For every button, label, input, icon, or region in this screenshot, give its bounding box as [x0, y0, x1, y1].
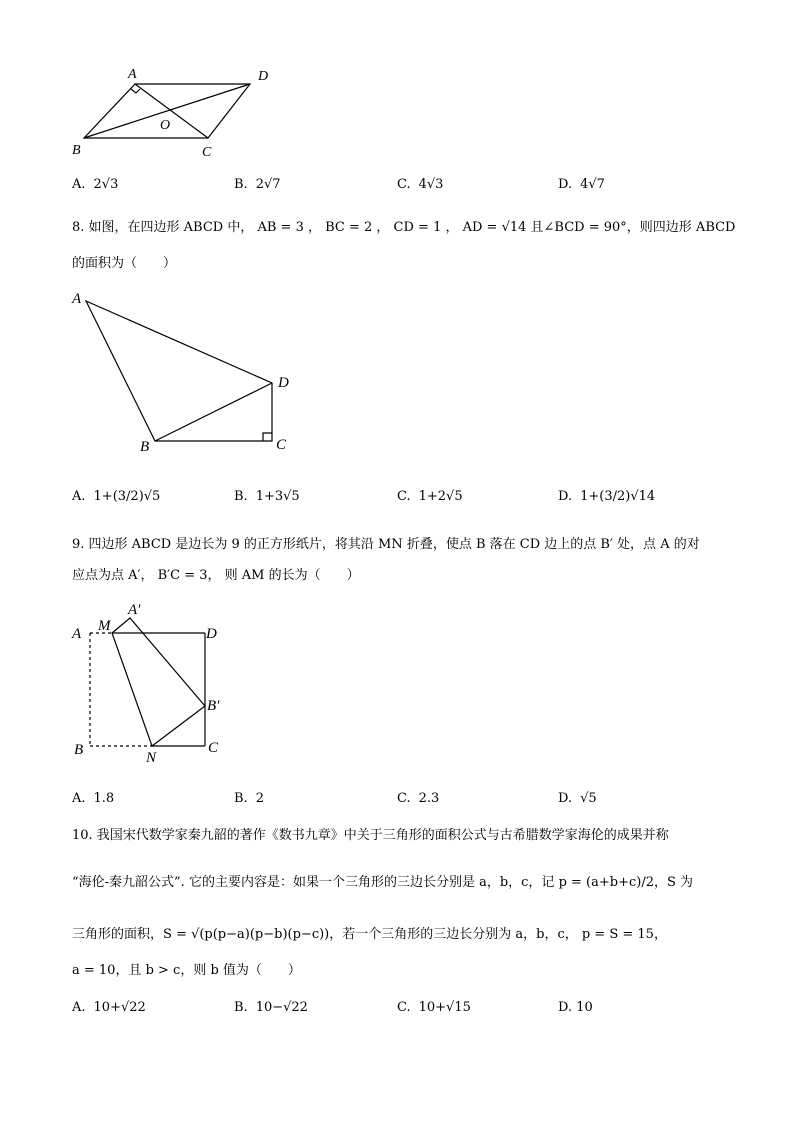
- q9-label-n: N: [146, 750, 157, 766]
- q9-label-d: D: [206, 626, 217, 642]
- q10-question-line2: “海伦-秦九韶公式”. 它的主要内容是：如果一个三角形的三边长分别是 a，b，c，记 p = (a+b+c)/2，S 为: [72, 875, 694, 890]
- q9-label-a: A: [72, 626, 82, 642]
- q9-label-b-prime: B′: [207, 698, 220, 714]
- q7-option-d[interactable]: [558, 176, 605, 194]
- q8-label-c: C: [276, 437, 287, 453]
- q9-option-b[interactable]: [234, 790, 264, 808]
- option-letter: C.: [397, 489, 411, 504]
- q10-option-b[interactable]: [234, 999, 308, 1017]
- q9-label-a-prime: A′: [128, 602, 141, 618]
- q8-question-line1: 8. 如图，在四边形 ABCD 中， AB = 3 ， BC = 2 ， CD = 1 ， AD = √14 且∠BCD = 90°，则四边形 ABCD: [72, 220, 736, 235]
- q8-option-a[interactable]: [72, 488, 160, 506]
- q9-label-c: C: [208, 740, 219, 756]
- option-letter: A.: [72, 1000, 86, 1015]
- q8-label-a: A: [72, 291, 82, 307]
- option-letter: D.: [558, 177, 573, 192]
- option-letter: D.: [558, 791, 573, 806]
- option-value: 1.8: [93, 791, 115, 806]
- q9-label-m: M: [98, 618, 111, 634]
- q7-figure: [60, 62, 290, 162]
- option-value: 10+√22: [93, 1000, 146, 1015]
- option-value: 10+√15: [418, 1000, 471, 1015]
- q9-option-a[interactable]: [72, 790, 114, 808]
- q10-question-line4: a = 10，且 b > c，则 b 值为（ ）: [72, 963, 301, 978]
- option-value: 2√3: [93, 177, 119, 192]
- q7-label-c: C: [202, 145, 212, 160]
- option-letter: C.: [397, 791, 411, 806]
- option-letter: B.: [234, 1000, 248, 1015]
- q10-option-a[interactable]: [72, 999, 146, 1017]
- q10-option-c[interactable]: [397, 999, 471, 1017]
- option-letter: A.: [72, 489, 86, 504]
- q7-option-c[interactable]: [397, 176, 443, 194]
- option-letter: B.: [234, 791, 248, 806]
- q7-label-d: D: [258, 69, 269, 84]
- option-letter: A.: [72, 791, 86, 806]
- q8-option-d[interactable]: [558, 488, 655, 506]
- q8-question-line2: 的面积为（ ）: [72, 256, 177, 271]
- q8-figure: [62, 285, 302, 465]
- q10-question-line1: 10. 我国宋代数学家秦九韶的著作《数书九章》中关于三角形的面积公式与古希腊数学家海伦的成果并称: [72, 828, 669, 843]
- q9-option-d[interactable]: [558, 790, 597, 808]
- option-letter: A.: [72, 177, 86, 192]
- option-value: 4√3: [418, 177, 444, 192]
- q8-label-d: D: [278, 375, 289, 391]
- q8-label-b: B: [140, 439, 150, 455]
- option-letter: D.: [558, 489, 573, 504]
- option-letter: B.: [234, 489, 248, 504]
- q7-label-o: O: [160, 118, 171, 133]
- option-value: 2√7: [255, 177, 281, 192]
- q9-question-line2: 应点为点 A′， B′C = 3， 则 AM 的长为（ ）: [72, 568, 360, 583]
- q9-question-line1: 9. 四边形 ABCD 是边长为 9 的正方形纸片，将其沿 MN 折叠，使点 B 落在 CD 边上的点 B′ 处，点 A 的对: [72, 537, 700, 552]
- q8-option-b[interactable]: [234, 488, 300, 506]
- option-letter: B.: [234, 177, 248, 192]
- option-value: 2: [255, 791, 264, 806]
- q7-option-b[interactable]: [234, 176, 281, 194]
- q9-option-c[interactable]: [397, 790, 439, 808]
- q10-question-line3: 三角形的面积，S = √(p(p−a)(p−b)(p−c))，若一个三角形的三边长分别为 a，b，c， p = S = 15，: [72, 927, 667, 942]
- option-letter: C.: [397, 1000, 411, 1015]
- option-value: D. 10: [558, 1000, 593, 1015]
- q7-label-b: B: [72, 143, 81, 158]
- q7-option-a[interactable]: [72, 176, 118, 194]
- q7-label-a: A: [128, 67, 137, 82]
- q9-figure: [62, 596, 242, 771]
- option-value: √5: [580, 791, 597, 806]
- q8-option-c[interactable]: [397, 488, 463, 506]
- option-value: 4√7: [580, 177, 605, 192]
- q10-option-d[interactable]: [558, 999, 593, 1017]
- option-value: 1+(3/2)√5: [93, 489, 161, 504]
- option-value: 10−√22: [255, 1000, 308, 1015]
- option-value: 2.3: [418, 791, 440, 806]
- option-value: 1+(3/2)√14: [580, 489, 656, 504]
- q9-label-b: B: [74, 742, 84, 758]
- option-value: 1+3√5: [255, 489, 300, 504]
- option-letter: C.: [397, 177, 411, 192]
- option-value: 1+2√5: [418, 489, 463, 504]
